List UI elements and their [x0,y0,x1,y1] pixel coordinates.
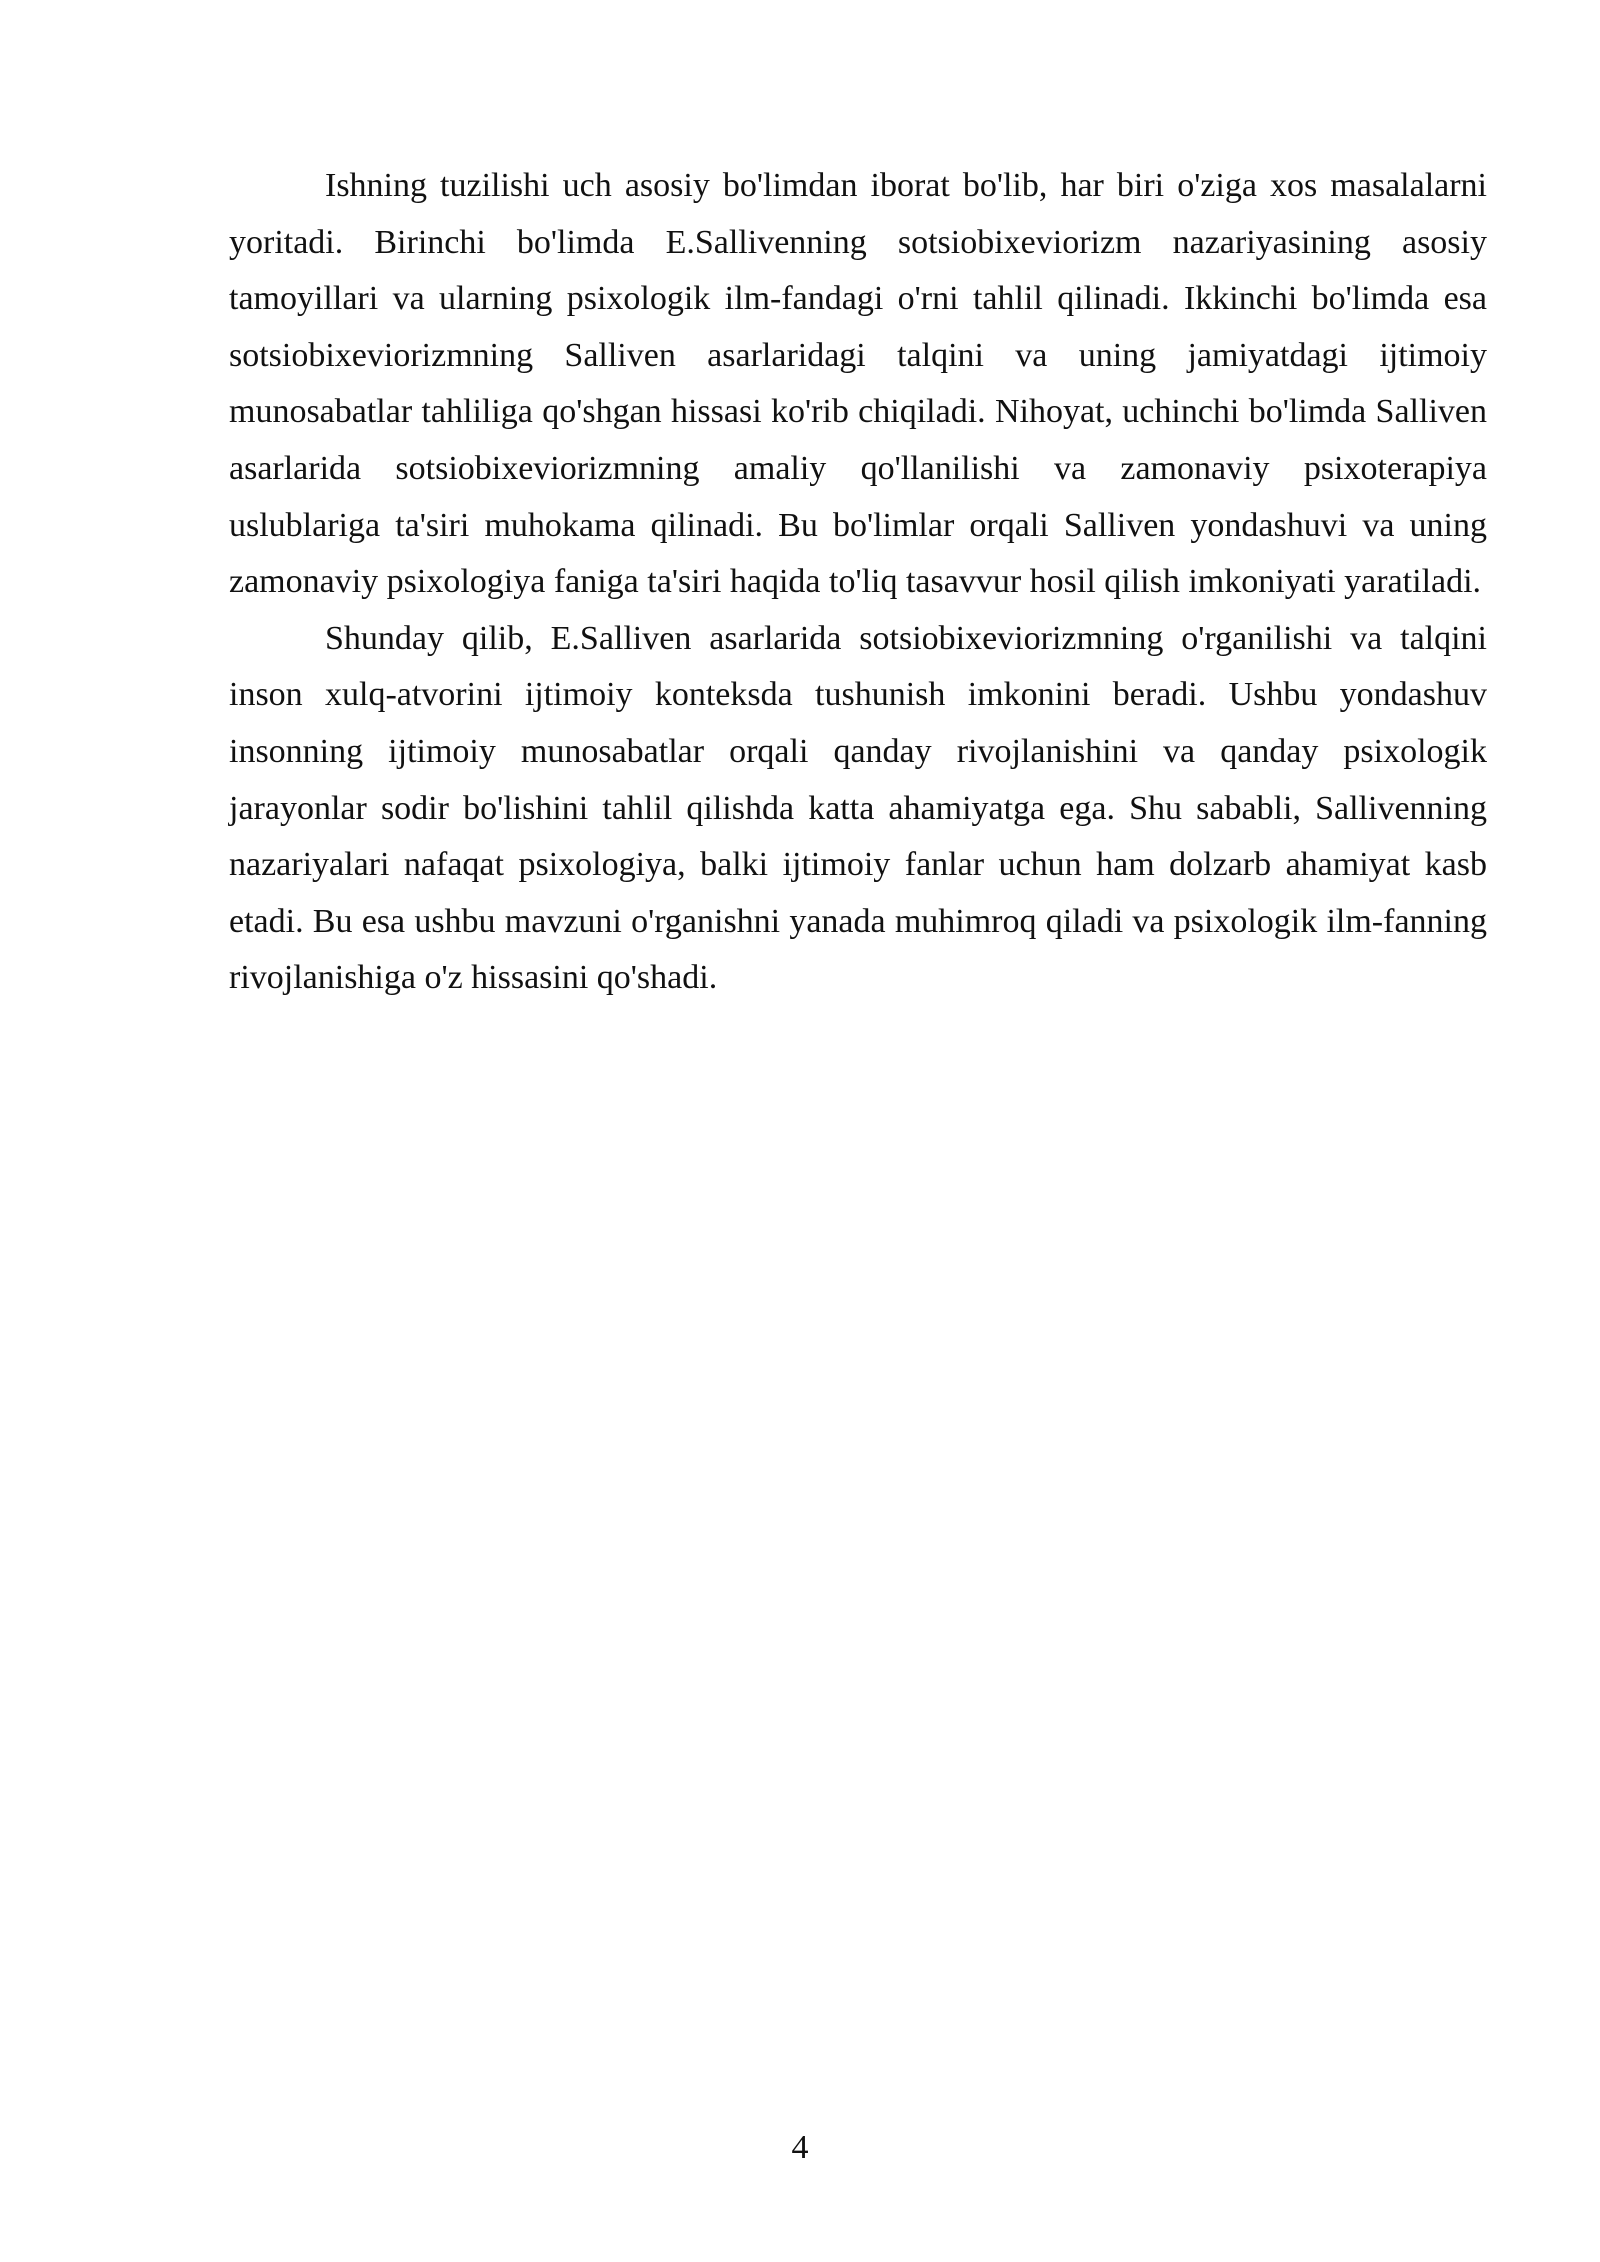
body-text [229,158,1487,1007]
paragraph-structure: Ishning tuzilishi uch asosiy bo'limdan iborat bo'lib, har biri o'ziga xos masalalarni yoritadi. Birinchi bo'limda E.Sallivenning sotsiobixeviorizm nazariyasining asosiy tamoyillari va ularning psixologik ilm-fandagi o'rni tahlil qilinadi. Ikkinchi bo'limda esa sotsiobixeviorizmning Salliven asarlaridagi talqini va uning jamiyatdagi ijtimoiy munosabatlar tahliliga qo'shgan hissasi ko'rib chiqiladi. Nihoyat, uchinchi bo'limda Salliven asarlarida sotsiobixeviorizmning amaliy qo'llanilishi va zamonaviy psixoterapiya uslublariga ta'siri muhokama qilinadi. Bu bo'limlar orqali Salliven yondashuvi va uning zamonaviy psixologiya faniga ta'siri haqida to'liq tasavvur hosil qilish imkoniyati yaratiladi. [229,167,1487,601]
paragraph-conclusion: Shunday qilib, E.Salliven asarlarida sotsiobixeviorizmning o'rganilishi va talqini inson xulq-atvorini ijtimoiy konteksda tushunish imkonini beradi. Ushbu yondashuv insonning ijtimoiy munosabatlar orqali qanday rivojlanishini va qanday psixologik jarayonlar sodir bo'lishini tahlil qilishda katta ahamiyatga ega. Shu sababli, Sallivenning nazariyalari nafaqat psixologiya, balki ijtimoiy fanlar uchun ham dolzarb ahamiyat kasb etadi. Bu esa ushbu mavzuni o'rganishni yanada muhimroq qiladi va psixologik ilm-fanning rivojlanishiga o'z hissasini qo'shadi. [229,619,1487,997]
page-number: 4 [791,2129,809,2166]
